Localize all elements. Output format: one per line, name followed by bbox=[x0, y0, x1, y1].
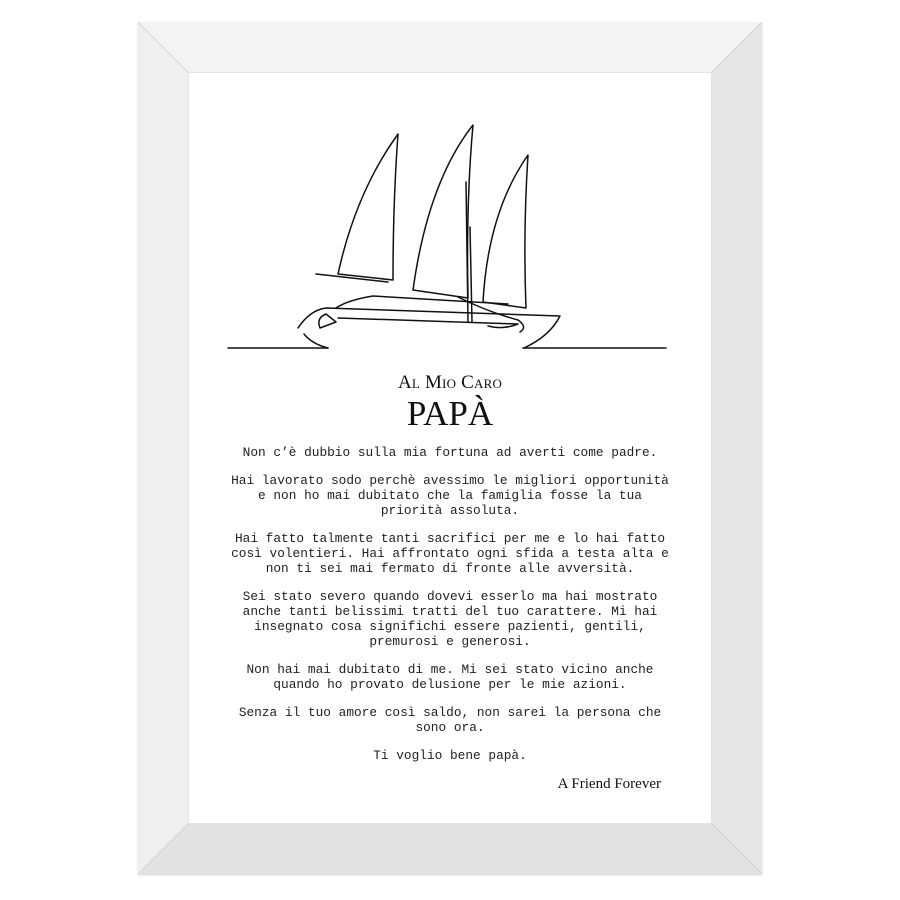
heading-papa: PAPÀ bbox=[406, 394, 494, 433]
heading-dedication: Al Mio Caro bbox=[397, 372, 503, 393]
letter-paragraph: Non c’è dubbio sulla mia fortuna ad averti come padre. bbox=[242, 445, 658, 460]
letter-paragraph: Senza il tuo amore così saldo, non sarei la persona che sono ora. bbox=[238, 705, 662, 735]
letter-paragraph: Non hai mai dubitato di me. Mi sei stato vicino anche quando ho provato delusione per le mie azioni. bbox=[246, 662, 654, 692]
letter-paragraph: Hai lavorato sodo perchè avessimo le migliori opportunità e non ho mai dubitato che la famiglia fosse la tua priorità assoluta. bbox=[231, 473, 669, 518]
poster-sheet bbox=[188, 72, 712, 824]
sailboat-line-art-icon bbox=[188, 122, 712, 362]
letter-body bbox=[228, 445, 672, 776]
signature: A Friend Forever bbox=[557, 776, 661, 792]
letter-paragraph: Sei stato severo quando dovevi esserlo ma hai mostrato anche tanti belissimi tratti del tuo carattere. Mi hai insegnato cosa significhi essere pazienti, gentili, premurosi e generosi. bbox=[242, 589, 658, 649]
letter-paragraph: Hai fatto talmente tanti sacrifici per me e lo hai fatto così volentieri. Hai affrontato ogni sfida a testa alta e non ti sei mai fermato di fronte alle avversità. bbox=[231, 531, 669, 576]
letter-closing: Ti voglio bene papà. bbox=[373, 748, 527, 763]
